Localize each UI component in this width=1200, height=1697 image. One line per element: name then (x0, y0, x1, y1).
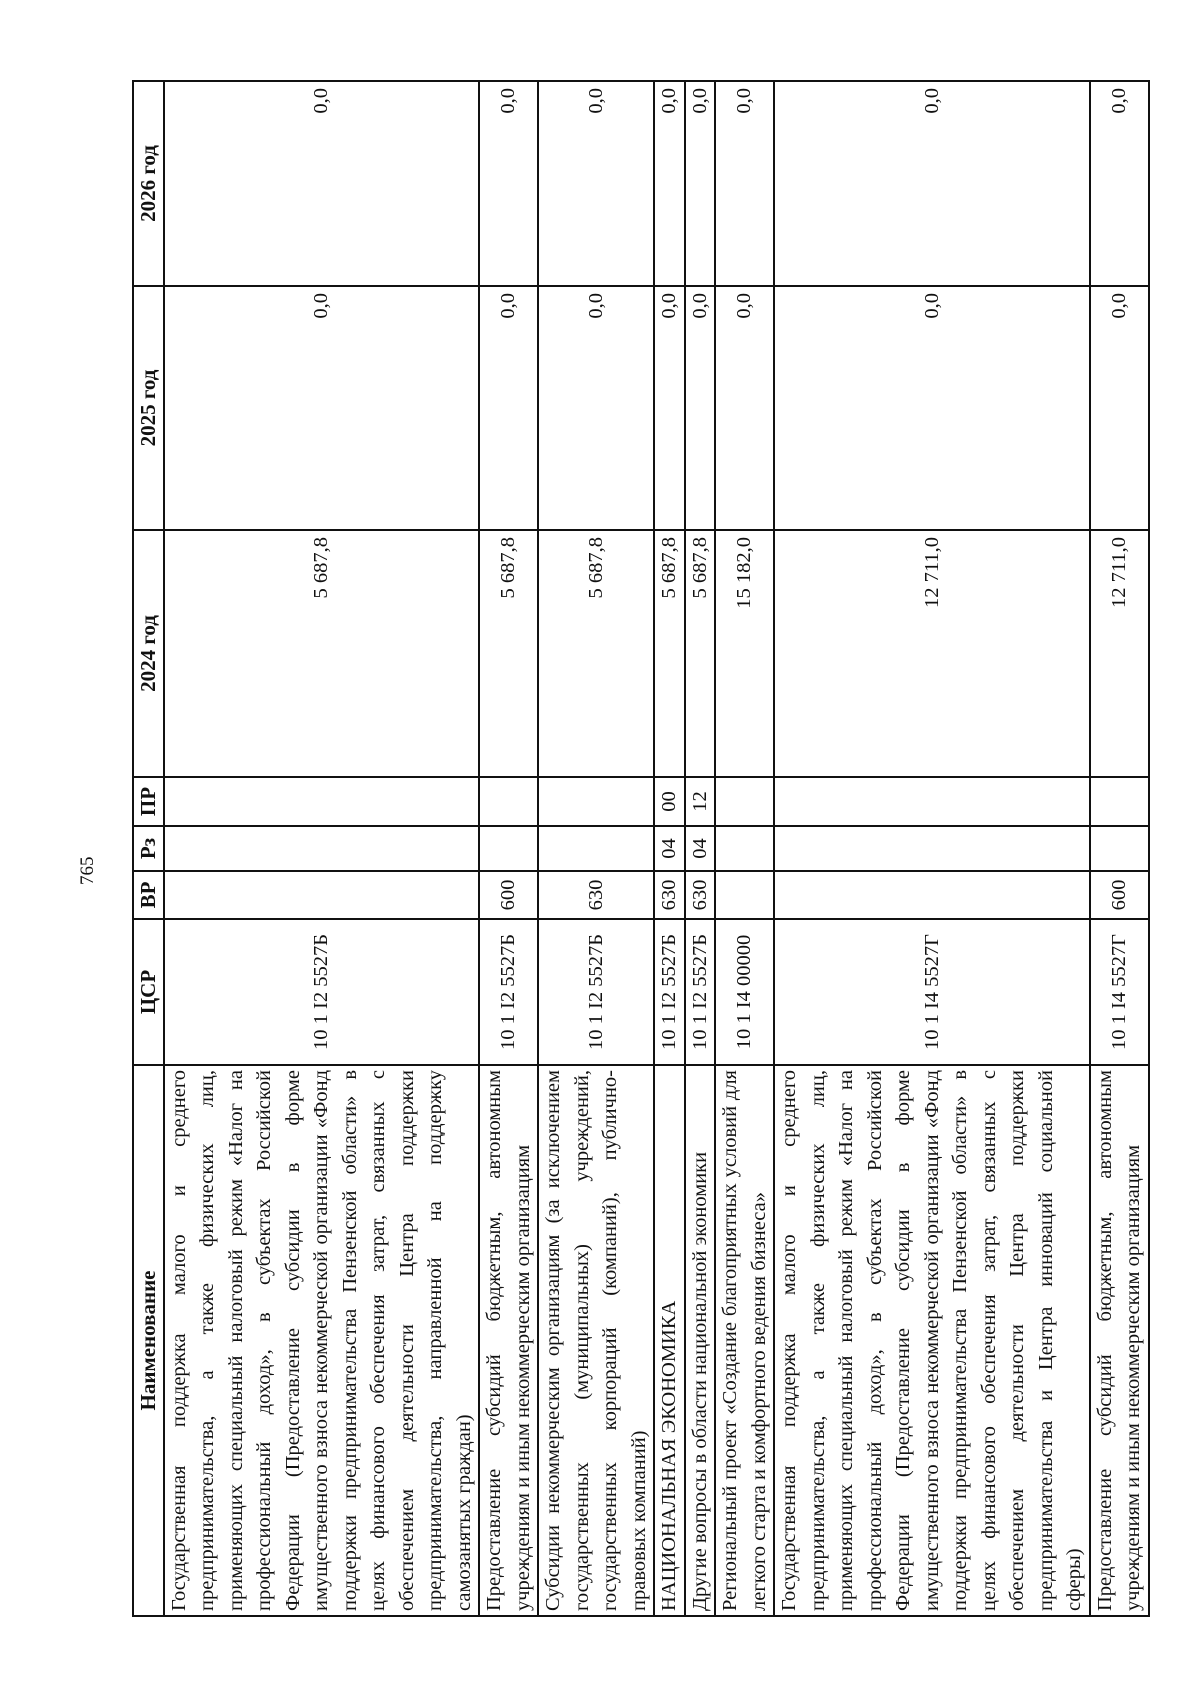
table-row (654, 81, 685, 1616)
cell-name: Другие вопросы в области национальной экономики (685, 1065, 716, 1616)
cell-name: Государственная поддержка малого и среднего предпринимательства, а также физических лиц, применяющих специальный налоговый режим «Налог на профессиональный доход», в субъектах Российской Федерации (Предоставление субсидии в форме имущественного взноса некоммерческой организации «Фонд поддержки предпринимательства Пензенской области» в целях финансового обеспечения затрат, связанных с обеспечением деятельности Центра поддержки предпринимательства и Центра инноваций социальной сферы) (774, 1065, 1090, 1616)
cell-vr: 600 (479, 871, 538, 919)
cell-vr: 630 (685, 871, 716, 919)
table-row (685, 81, 716, 1616)
cell-2025: 0,0 (715, 286, 774, 530)
cell-csr: 10 1 I2 5527Б (654, 919, 685, 1065)
cell-2024: 5 687,8 (164, 530, 480, 777)
page-number: 765 (77, 856, 98, 885)
table-row (715, 81, 774, 1616)
cell-rz (774, 826, 1090, 871)
cell-name: НАЦИОНАЛЬНАЯ ЭКОНОМИКА (654, 1065, 685, 1616)
cell-pr (164, 777, 480, 826)
cell-2025: 0,0 (774, 286, 1090, 530)
table-row (538, 81, 654, 1616)
cell-vr (774, 871, 1090, 919)
cell-2024: 5 687,8 (685, 530, 716, 777)
cell-2026: 0,0 (654, 81, 685, 286)
header-pr: ПР (133, 777, 164, 826)
cell-vr (715, 871, 774, 919)
header-2024: 2024 год (133, 530, 164, 777)
cell-2026: 0,0 (479, 81, 538, 286)
cell-rz (164, 826, 480, 871)
cell-2026: 0,0 (774, 81, 1090, 286)
cell-2025: 0,0 (479, 286, 538, 530)
cell-2026: 0,0 (164, 81, 480, 286)
cell-rz (479, 826, 538, 871)
table-row (164, 81, 480, 1616)
table-row (1090, 81, 1149, 1616)
header-row (133, 81, 164, 1616)
cell-2024: 15 182,0 (715, 530, 774, 777)
cell-vr (164, 871, 480, 919)
header-vr: ВР (133, 871, 164, 919)
cell-name: Государственная поддержка малого и среднего предпринимательства, а также физических лиц, применяющих специальный налоговый режим «Налог на профессиональный доход», в субъектах Российской Федерации (Предоставление субсидии в форме имущественного взноса некоммерческой организации «Фонд поддержки предпринимательства Пензенской области» в целях финансового обеспечения затрат, связанных с обеспечением деятельности Центра поддержки предпринимательства, направленной на поддержку самозанятых граждан) (164, 1065, 480, 1616)
cell-pr (1090, 777, 1149, 826)
cell-pr: 00 (654, 777, 685, 826)
cell-name: Региональный проект «Создание благоприятных условий для легкого старта и комфортного ведения бизнеса» (715, 1065, 774, 1616)
cell-csr: 10 1 I2 5527Б (164, 919, 480, 1065)
table-row (479, 81, 538, 1616)
cell-2024: 5 687,8 (654, 530, 685, 777)
cell-csr: 10 1 I2 5527Б (538, 919, 654, 1065)
cell-pr (479, 777, 538, 826)
header-csr: ЦСР (133, 919, 164, 1065)
cell-2026: 0,0 (715, 81, 774, 286)
cell-2024: 5 687,8 (479, 530, 538, 777)
cell-2025: 0,0 (164, 286, 480, 530)
cell-2026: 0,0 (1090, 81, 1149, 286)
cell-2024: 12 711,0 (1090, 530, 1149, 777)
cell-2025: 0,0 (654, 286, 685, 530)
table-row (774, 81, 1090, 1616)
cell-2026: 0,0 (685, 81, 716, 286)
header-rz: Рз (133, 826, 164, 871)
cell-2026: 0,0 (538, 81, 654, 286)
cell-name: Субсидии некоммерческим организациям (за исключением государственных (муниципальных) учреждений, государственных корпораций (компаний), публично-правовых компаний) (538, 1065, 654, 1616)
cell-pr (774, 777, 1090, 826)
cell-csr: 10 1 I4 5527Г (1090, 919, 1149, 1065)
cell-rz (715, 826, 774, 871)
budget-table-rotated (132, 82, 1144, 1617)
cell-vr: 630 (654, 871, 685, 919)
cell-rz: 04 (654, 826, 685, 871)
cell-csr: 10 1 I2 5527Б (685, 919, 716, 1065)
cell-2024: 12 711,0 (774, 530, 1090, 777)
cell-name: Предоставление субсидий бюджетным, автономным учреждениям и иным некоммерческим организациям (479, 1065, 538, 1616)
cell-2025: 0,0 (1090, 286, 1149, 530)
cell-name: Предоставление субсидий бюджетным, автономным учреждениям и иным некоммерческим организациям (1090, 1065, 1149, 1616)
header-2025: 2025 год (133, 286, 164, 530)
cell-rz (538, 826, 654, 871)
cell-rz: 04 (685, 826, 716, 871)
cell-2025: 0,0 (538, 286, 654, 530)
header-name: Наименование (133, 1065, 164, 1616)
cell-rz (1090, 826, 1149, 871)
cell-pr: 12 (685, 777, 716, 826)
cell-pr (715, 777, 774, 826)
cell-csr: 10 1 I4 00000 (715, 919, 774, 1065)
cell-2025: 0,0 (685, 286, 716, 530)
cell-csr: 10 1 I4 5527Г (774, 919, 1090, 1065)
cell-vr: 630 (538, 871, 654, 919)
cell-csr: 10 1 I2 5527Б (479, 919, 538, 1065)
cell-2024: 5 687,8 (538, 530, 654, 777)
cell-pr (538, 777, 654, 826)
budget-table (132, 80, 1150, 1617)
header-2026: 2026 год (133, 81, 164, 286)
cell-vr: 600 (1090, 871, 1149, 919)
